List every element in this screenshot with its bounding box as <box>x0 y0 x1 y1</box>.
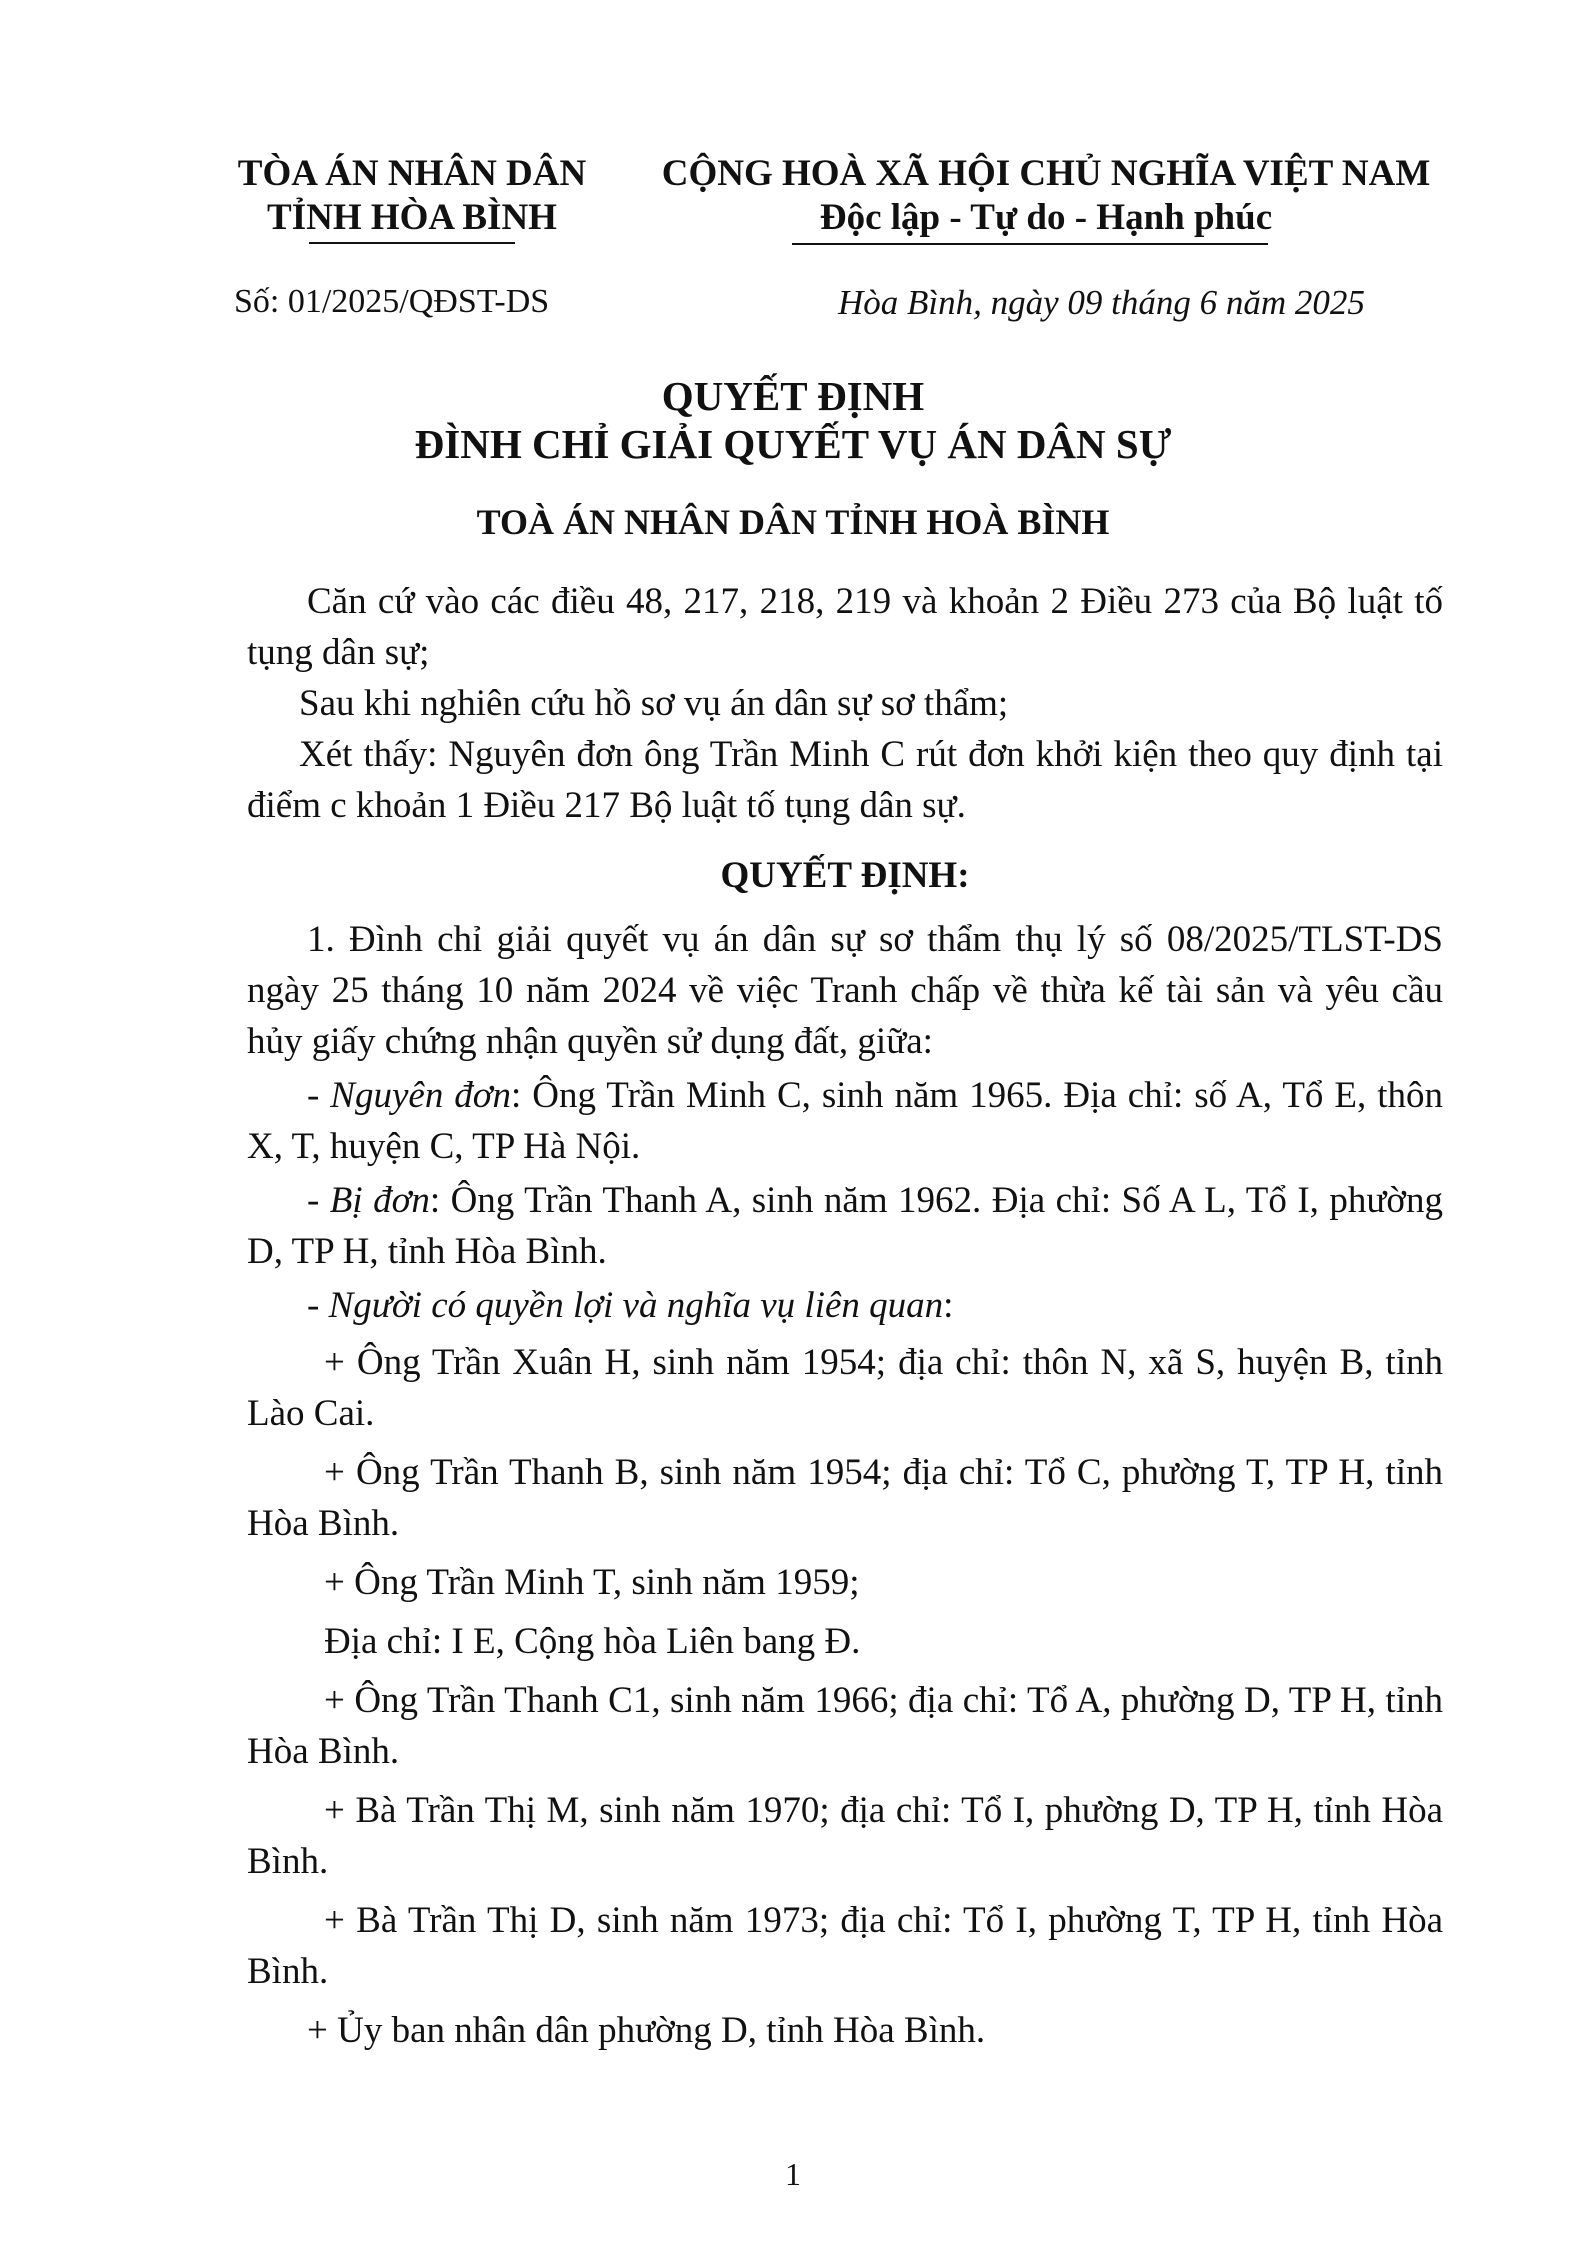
defendant-label: Bị đơn <box>329 1180 430 1221</box>
related-party: + Bà Trần Thị D, sinh năm 1973; địa chỉ: Tổ I, phường T, TP H, tỉnh Hòa Bình. <box>247 1900 1443 1992</box>
plaintiff-paragraph: - Nguyên đơn: Ông Trần Minh C, sinh năm 1965. Địa chỉ: số A, Tổ E, thôn X, T, huyện C, TP Hà Nội. <box>247 1075 1443 1167</box>
decision-item-1: 1. Đình chỉ giải quyết vụ án dân sự sơ thẩm thụ lý số 08/2025/TLST-DS ngày 25 tháng 10 năm 2024 về việc Tranh chấp về thừa kế tài sản và yêu cầu hủy giấy chứng nhận quyền sử dụng đất, giữa: <box>247 919 1443 1062</box>
country-motto: Độc lập - Tự do - Hạnh phúc <box>819 197 1273 238</box>
document-body <box>247 576 1443 2056</box>
court-name-line1: TÒA ÁN NHÂN DÂN <box>237 153 587 194</box>
motto-underline <box>792 243 1268 245</box>
related-party: + Ông Trần Thanh C1, sinh năm 1966; địa chỉ: Tổ A, phường D, TP H, tỉnh Hòa Bình. <box>247 1680 1443 1772</box>
related-party: + Ông Trần Minh T, sinh năm 1959; <box>324 1562 860 1603</box>
related-party: + Bà Trần Thị M, sinh năm 1970; địa chỉ: Tổ I, phường D, TP H, tỉnh Hòa Bình. <box>247 1790 1443 1882</box>
place-date: Hòa Bình, ngày 09 tháng 6 năm 2025 <box>838 283 1365 322</box>
related-party-address: Địa chỉ: I E, Cộng hòa Liên bang Đ. <box>324 1621 861 1662</box>
title-line2: ĐÌNH CHỈ GIẢI QUYẾT VỤ ÁN DÂN SỰ <box>414 421 1172 467</box>
legal-basis: Căn cứ vào các điều 48, 217, 218, 219 và khoản 2 Điều 273 của Bộ luật tố tụng dân sự; <box>247 581 1443 673</box>
national-motto-block <box>646 152 1446 240</box>
study-statement: Sau khi nghiên cứu hồ sơ vụ án dân sự sơ thẩm; <box>299 683 1009 724</box>
related-parties-heading: - Người có quyền lợi và nghĩa vụ liên quan: <box>307 1285 954 1326</box>
document-title <box>0 372 1586 468</box>
court-name-line2: TỈNH HÒA BÌNH <box>267 197 557 238</box>
plaintiff-details: : Ông Trần Minh C, sinh năm 1965. Địa chỉ: số A, Tổ E, thôn X, T, huyện C, TP Hà Nội. <box>247 1075 1443 1167</box>
related-party: + Ủy ban nhân dân phường D, tỉnh Hòa Bình. <box>307 2010 986 2051</box>
court-name-block <box>232 152 592 240</box>
related-party: + Ông Trần Xuân H, sinh năm 1954; địa chỉ: thôn N, xã S, huyện B, tỉnh Lào Cai. <box>247 1342 1443 1434</box>
defendant-details: : Ông Trần Thanh A, sinh năm 1962. Địa chỉ: Số A L, Tổ I, phường D, TP H, tỉnh Hòa Bình. <box>247 1180 1443 1272</box>
decision-heading: QUYẾT ĐỊNH: <box>720 855 970 896</box>
court-underline <box>309 242 515 244</box>
issuer: TOÀ ÁN NHÂN DÂN TỈNH HOÀ BÌNH <box>476 502 1110 542</box>
defendant-paragraph: - Bị đơn: Ông Trần Thanh A, sinh năm 1962. Địa chỉ: Số A L, Tổ I, phường D, TP H, tỉnh Hòa Bình. <box>247 1180 1443 1272</box>
document-number: Số: 01/2025/QĐST-DS <box>234 283 550 320</box>
consideration: Xét thấy: Nguyên đơn ông Trần Minh C rút đơn khởi kiện theo quy định tại điểm c khoản 1 Điều 217 Bộ luật tố tụng dân sự. <box>247 734 1443 826</box>
title-line1: QUYẾT ĐỊNH <box>661 373 925 419</box>
plaintiff-label: Nguyên đơn <box>330 1075 512 1116</box>
related-party: + Ông Trần Thanh B, sinh năm 1954; địa chỉ: Tổ C, phường T, TP H, tỉnh Hòa Bình. <box>247 1452 1443 1544</box>
page-number: 1 <box>785 2156 801 2192</box>
country-name: CỘNG HOÀ XÃ HỘI CHỦ NGHĨA VIỆT NAM <box>661 153 1431 194</box>
related-parties-label: Người có quyền lợi và nghĩa vụ liên quan <box>328 1285 944 1326</box>
